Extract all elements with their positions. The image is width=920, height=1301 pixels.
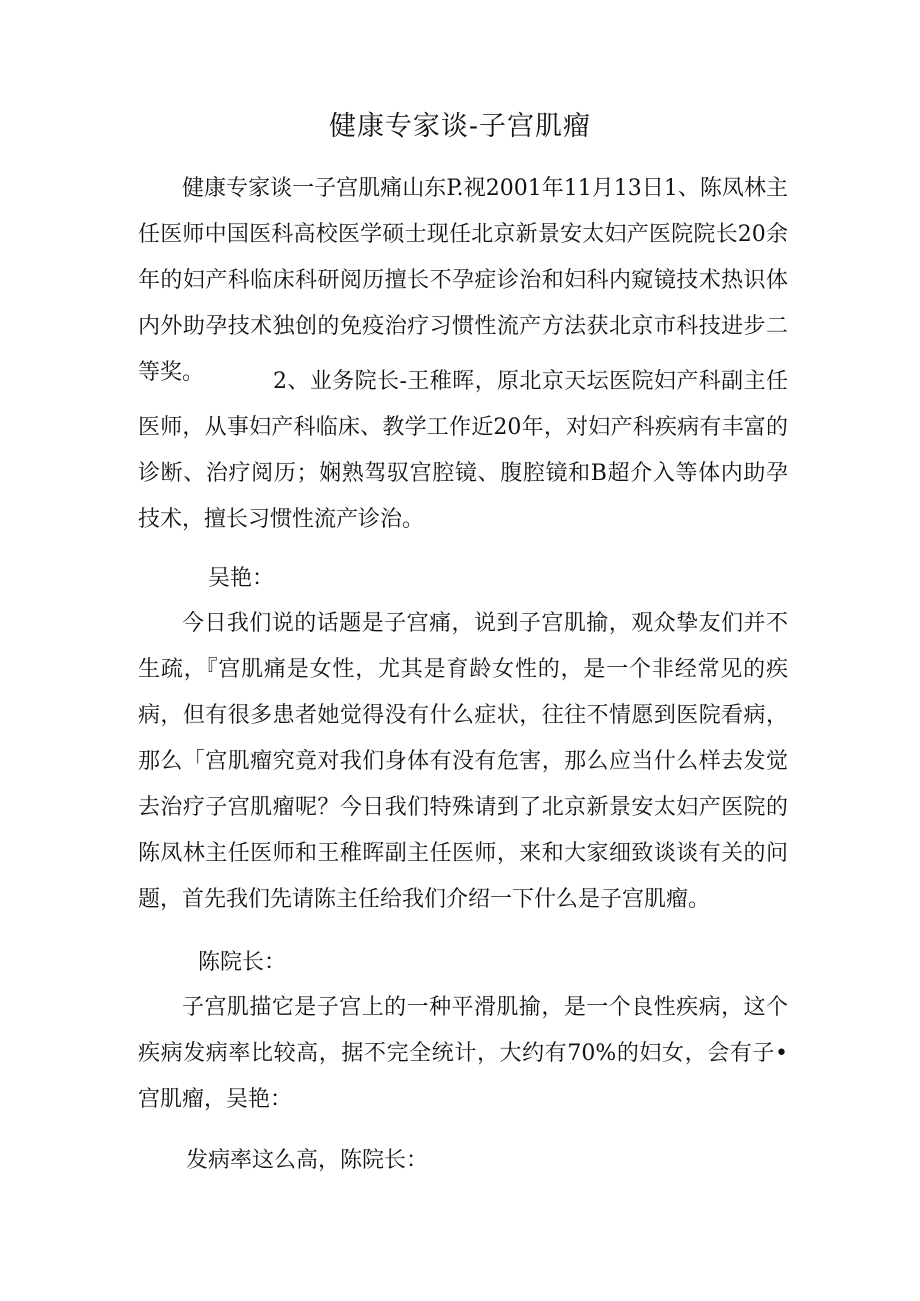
paragraph-host-reply: 发病率这么高，陈院长： — [186, 1148, 429, 1173]
speaker-label-wu-yan: 吴艳： — [208, 566, 275, 591]
speaker-label-chen: 陈院长： — [198, 950, 287, 975]
paragraph-host-intro: 今日我们说的话题是子宫痛，说到子宫肌揄，观众挚友们并不生疏，『宫肌痛是女性，尤其是育龄女性的，是一个非经常见的疾病，但有很多患者她觉得没有什么症状，往往不情愿到医院看病，那么「宫肌瘤究竟对我们身体有没有危害，那么应当什么样去发觉去治疗子宫肌瘤呢？今日我们特殊请到了北京新景安太妇产医院的陈凤林主任医师和王稚晖副主任医师，来和大家细致谈谈有关的问题，首先我们先请陈主任给我们介绍一下什么是子宫肌瘤。 — [138, 611, 788, 912]
paragraph-doctor-chen-bio: 健康专家谈一子宫肌痛山东P.视2001年11月13日1、陈凤林主任医师中国医科高校医学硕士现任北京新景安太妇产医院院长20余年的妇产科临床科研阅历擅长不孕症诊治和妇科内窥镜技术热识体内外助孕技术独创的免疫治疗习惯性流产方法获北京市科技进步二等奖。 — [138, 176, 788, 385]
document-title: 健康专家谈-子宫肌瘤 — [328, 111, 592, 142]
paragraph-doctor-wang-bio: 2、业务院长-王稚晖，原北京天坛医院妇产科副主任医师，从事妇产科临床、教学工作近20年，对妇产科疾病有丰富的诊断、治疗阅历；娴熟驾驭宫腔镜、腹腔镜和B超介入等体内助孕技术，擅长习惯性流产诊治。 — [138, 369, 788, 532]
paragraph-chen-answer: 子宫肌描它是子宫上的一种平滑肌揄，是一个良性疾病，这个疾病发病率比较高，据不完全统计，大约有70%的妇女，会有子•宫肌瘤，吴艳： — [138, 995, 788, 1112]
